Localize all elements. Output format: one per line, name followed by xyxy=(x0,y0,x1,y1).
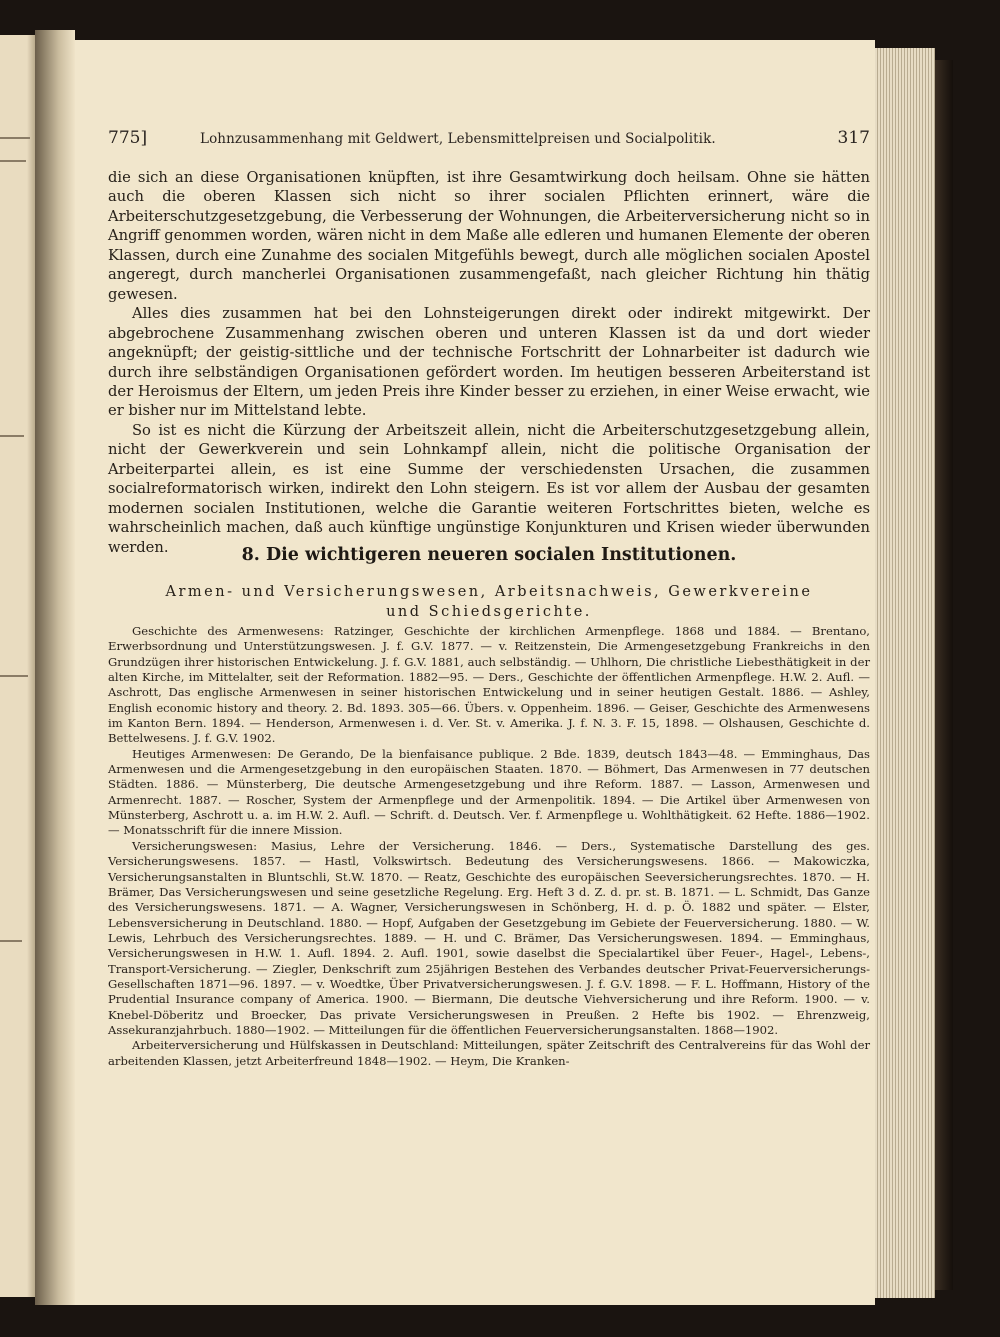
header-title: Lohnzusammenhang mit Geldwert, Lebensmittelpreisen und Socialpolitik. xyxy=(200,131,716,147)
subheading-line-2: und Schiedsgerichte. xyxy=(386,604,592,620)
bibliography-entry: Geschichte des Armenwesens: Ratzinger, Geschichte der kirchlichen Armenpflege. 1868 und 1884. — Brentano, Erwerbsordnung und Unterstützungswesen. J. f. G.V. 1877. — v. Reitzenstein, Die Armengesetzgebung Frankreichs in den Grundzügen ihrer historischen Entwickelung. J. f. G.V. 1881, auch selbständig. — Uhlhorn, Die christliche Liebesthätigkeit in der alten Kirche, im Mittelalter, seit der Reformation. 1882—95. — Ders., Geschichte der öffentlichen Armenpflege. H.W. 2. Aufl. — Aschrott, Das englische Armenwesen in seiner historischen Entwickelung und in seiner heutigen Gestalt. 1886. — Ashley, English economic history and theory. 2. Bd. 1893. 305—66. Übers. v. Oppenheim. 1896. — Geiser, Geschichte des Armenwesens im Kanton Bern. 1894. — Henderson, Armenwesen i. d. Ver. St. v. Amerika. J. f. N. 3. F. 15, 1898. — Olshausen, Geschichte d. Bettelwesens. J. f. G.V. 1902. xyxy=(108,624,870,746)
left-page-text-fragment xyxy=(0,435,24,437)
bibliography-entry: Versicherungswesen: Masius, Lehre der Versicherung. 1846. — Ders., Systematische Darstellung des ges. Versicherungswesens. 1857. — Hastl, Volkswirtsch. Bedeutung des Versicherungswesens. 1866. — Makowiczka, Versicherungsanstalten in Bluntschli, St.W. 1870. — Reatz, Geschichte des europäischen Seeversicherungsrechtes. 1870. — H. Brämer, Das Versicherungswesen und seine gesetzliche Regelung. Erg. Heft 3 d. Z. d. pr. st. B. 1871. — L. Schmidt, Das Ganze des Versicherungswesens. 1871. — A. Wagner, Versicherungswesen in Schönberg, H. d. p. Ö. 1882 und später. — Elster, Lebensversicherung in Deutschland. 1880. — Hopf, Aufgaben der Gesetzgebung im Gebiete der Feuerversicherung. 1880. — W. Lewis, Lehrbuch des Versicherungsrechtes. 1889. — H. und C. Brämer, Das Versicherungswesen. 1894. — Emminghaus, Versicherungswesen in H.W. 1. Aufl. 1894. 2. Aufl. 1901, sowie daselbst die Specialartikel über Feuer-, Hagel-, Lebens-, Transport-Versicherung. — Ziegler, Denkschrift zum 25jährigen Bestehen des Verbandes deutscher Privat-Feuerversicherungs-Gesellschaften 1871—96. 1897. — v. Woedtke, Über Privatversicherungswesen. J. f. G.V. 1898. — F. L. Hoffmann, History of the Prudential Insurance company of America. 1900. — Biermann, Die deutsche Viehversicherung und ihre Reform. 1900. — v. Knebel-Döberitz und Broecker, Das private Versicherungswesen in Preußen. 2 Hefte bis 1902. — Ehrenzweig, Assekuranzjahrbuch. 1880—1902. — Mitteilungen für die öffentlichen Feuerversicherungsanstalten. 1868—1902. xyxy=(108,838,870,1037)
subheading-line-1: Armen- und Versicherungswesen, Arbeitsnachweis, Gewerkvereine xyxy=(165,584,813,600)
section-subheading xyxy=(108,582,870,622)
left-page-text-fragment xyxy=(0,675,28,677)
book-cover-edge xyxy=(935,60,953,1290)
bibliography xyxy=(108,624,870,1069)
paragraph-2: Alles dies zusammen hat bei den Lohnsteigerungen direkt oder indirekt mitgewirkt. Der abgebrochene Zusammenhang zwischen oberen und unteren Klassen ist da und dort wieder angeknüpft; der geistig-sittliche und der technische Fortschritt der Lohnarbeiter ist dadurch wie durch ihre selbständigen Organisationen gefördert worden. Im heutigen besseren Arbeiterstand ist der Heroismus der Eltern, um jeden Preis ihre Kinder besser zu erziehen, in einer Weise erwacht, wie er bisher nur im Mittelstand lebte. xyxy=(108,305,870,420)
main-body xyxy=(108,168,870,557)
page-number: 317 xyxy=(837,128,870,148)
book-gutter xyxy=(35,30,75,1305)
header-page-ref: 775] xyxy=(108,128,148,148)
page-stack-edge xyxy=(875,48,935,1298)
left-page-text-fragment xyxy=(0,137,30,139)
section-heading: 8. Die wichtigeren neueren socialen Institutionen. xyxy=(241,545,737,565)
left-page-edge xyxy=(0,35,35,1297)
left-page-text-fragment xyxy=(0,940,22,942)
left-page-shadow xyxy=(27,35,35,1297)
bibliography-entry: Heutiges Armenwesen: De Gerando, De la bienfaisance publique. 2 Bde. 1839, deutsch 1843—48. — Emminghaus, Das Armenwesen und die Armengesetzgebung in den europäischen Staaten. 1870. — Böhmert, Das Armenwesen in 77 deutschen Städten. 1886. — Münsterberg, Die deutsche Armengesetzgebung und ihre Reform. 1887. — Lasson, Armenwesen und Armenrecht. 1887. — Roscher, System der Armenpflege und der Armenpolitik. 1894. — Die Artikel über Armenwesen von Münsterberg, Aschrott u. a. im H.W. 2. Aufl. — Schrift. d. Deutsch. Ver. f. Armenpflege u. Wohlthätigkeit. 62 Hefte. 1886—1902. — Monatsschrift für die innere Mission. xyxy=(108,746,870,838)
bibliography-entry: Arbeiterversicherung und Hülfskassen in Deutschland: Mitteilungen, später Zeitschrift des Centralvereins für das Wohl der arbeitenden Klassen, jetzt Arbeiterfreund 1848—1902. — Heym, Die Kranken- xyxy=(108,1038,870,1068)
paragraph-1: die sich an diese Organisationen knüpften, ist ihre Gesamtwirkung doch heilsam. Ohne sie hätten auch die oberen Klassen sich nicht so ihrer socialen Pflichten erinnert, wäre die Arbeiterschutzgesetzgebung, die Verbesserung der Wohnungen, die Arbeiterversicherung nicht so in Angriff genommen worden, wären nicht in dem Maße alle edleren und humanen Elemente der oberen Klassen, durch eine Zunahme des socialen Mitgefühls bewegt, durch alle möglichen socialen Apostel angeregt, durch mancherlei Organisationen zusammengefaßt, nach gleicher Richtung hin thätig gewesen. xyxy=(108,169,870,303)
running-header xyxy=(108,128,870,154)
left-page-text-fragment xyxy=(0,160,26,162)
paragraph-3: So ist es nicht die Kürzung der Arbeitszeit allein, nicht die Arbeiterschutzgesetzgebung allein, nicht der Gewerkverein und sein Lohnkampf allein, nicht die politische Organisation der Arbeiterpartei allein, es ist eine Summe der verschiedensten Ursachen, die zusammen socialreformatorisch wirken, indirekt den Lohn steigern. Es ist vor allem der Ausbau der gesamten modernen socialen Institutionen, welche die Garantie weiteren Fortschrittes bieten, welche es wahrscheinlich machen, daß auch künftige ungünstige Konjunkturen und Krisen wieder überwunden werden. xyxy=(108,421,870,556)
